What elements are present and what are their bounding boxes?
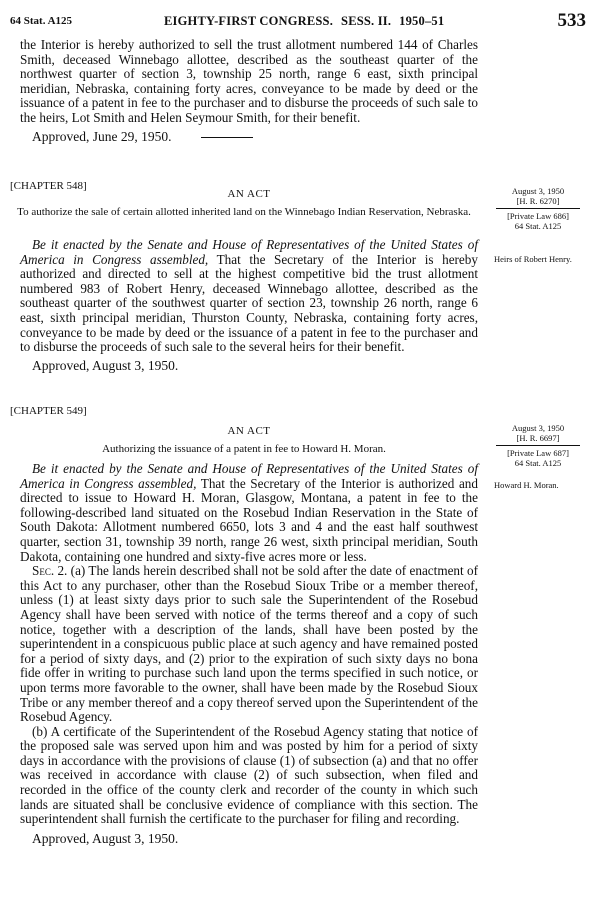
sidenote-stat: 64 Stat. A125 <box>514 221 562 231</box>
running-header <box>10 10 586 32</box>
chapter-548-margin-note: Heirs of Robert Henry. <box>494 254 572 264</box>
approval-text: Approved, June 29, 1950. <box>32 128 172 144</box>
chapter-548-approval: Approved, August 3, 1950. <box>32 357 179 373</box>
chapter-549-heading: AN ACT <box>227 425 271 437</box>
sidenote-rule <box>496 208 580 209</box>
enacting-clause: Be it enacted by the Senate and House of Representatives of the United States of America in Congress assembled, <box>20 237 478 267</box>
sidenote-bill: [H. R. 6270] <box>516 196 560 206</box>
chapter-548-label: [CHAPTER 548] <box>10 180 87 192</box>
page-number: 533 <box>557 10 586 31</box>
chapter-548-title: To authorize the sale of certain allotted inherited land on the Winnebago Indian Reservation, Nebraska. <box>17 206 471 218</box>
chapter-548-body <box>20 238 478 374</box>
section-2-subsection-a <box>20 564 478 725</box>
sidenote-private-law: [Private Law 686] <box>507 211 569 221</box>
chapter-549-approval: Approved, August 3, 1950. <box>32 830 179 846</box>
sidenote-rule <box>496 445 580 446</box>
chapter-549-enactment <box>20 462 478 564</box>
congress-title <box>164 14 444 29</box>
continued-paragraph: the Interior is hereby authorized to sell the trust allotment numbered 144 of Charles Smith, deceased Winnebago allottee, described as the southeast quarter of the northwest quarter of section 3, township 25 north, range 6 east, sixth principal meridian, Nebraska, containing forty acres, conveyance to be made by deed or the issuance of a patent in fee to the purchaser and to disburse the proceeds of such sale to the heirs, Lot Smith and Helen Seymour Smith, for their benefit. <box>20 37 478 125</box>
chapter-549-label: [CHAPTER 549] <box>10 405 87 417</box>
session-label: SESS. II. <box>341 14 392 28</box>
chapter-549-sidenote <box>488 423 588 468</box>
chapter-548-sidenote <box>488 186 588 231</box>
section-label: Sec. 2. <box>32 563 68 579</box>
sidenote-date: August 3, 1950 <box>511 186 565 196</box>
chapter-548-enactment <box>20 238 478 355</box>
section-2-subsection-b: (b) A certificate of the Superintendent of the Rosebud Agency stating that notice of the proposed sale was served upon him and was posted by him for a period of sixty days in accordance with the provisions of clause (1) of subsection (a) and that no offer was received in accordance with clause (2) of such subsection, when filed and recorded in the office of the county clerk and recorder of the county in which such lands are situated shall be conclusive evidence of compliance with this section. The superintendent shall furnish the certificate to the purchaser for filing and recording. <box>20 723 478 827</box>
enactment-text: That the Secretary of the Interior is authorized and directed to issue to Howard H. Moran, Glasgow, Montana, a patent in fee to the following-described land situated on the Rosebud Indian Reservation in the State of South Dakota: Allotment numbered 6650, lots 3 and 4 and the east half southwest quarter, section 31, township 39 north, range 26 west, sixth principal meridian, South Dakota, containing one hundred and sixty-five acres more or less. <box>20 475 478 564</box>
session-years: 1950–51 <box>399 14 445 28</box>
chapter-549-margin-note: Howard H. Moran. <box>494 480 559 490</box>
chapter-549-title: Authorizing the issuance of a patent in fee to Howard H. Moran. <box>102 443 386 455</box>
chapter-549-body <box>20 462 478 847</box>
enacting-clause: Be it enacted by the Senate and House of Representatives of the United States of America in Congress assembled, <box>20 461 478 491</box>
separator-rule <box>201 137 253 138</box>
approval-line <box>20 129 478 145</box>
enactment-text: That the Secretary of the Interior is hereby authorized and directed to sell at the highest competitive bid the trust allotment numbered 983 of Robert Henry, deceased Winnebago allottee, described as the southeast quarter of the southwest quarter of section 23, township 26 north, range 6 east, sixth principal meridian, Thurston County, Nebraska, containing forty acres, conveyance to be made by deed or the issuance of a patent in fee to the purchaser and to disburse the proceeds of such sale to the several heirs for their benefit. <box>20 251 478 355</box>
congress-name: EIGHTY-FIRST CONGRESS. <box>164 14 334 28</box>
statute-citation: 64 Stat. A125 <box>10 15 73 27</box>
chapter-548-heading: AN ACT <box>227 188 271 200</box>
section-2a-text: (a) The lands herein described shall not be sold after the date of enactment of this Act to any purchaser, other than the Rosebud Sioux Tribe or a member thereof, unless (1) at least sixty days prior to such sale the Superintendent of the Rosebud Agency shall have been served with notice of the terms thereof and a copy of such notice, together with a description of the lands, shall have been posted by the superintendent in a conspicuous public place at such agency and have remained posted for a period of sixty days, and (2) prior to the expiration of such sixty days no bona fide offer in writing to purchase such land upon the terms specified in such notice, or upon terms more favorable to the owner, shall have been made by the Rosebud Sioux Tribe or any member thereof and a copy thereof served upon the Superintendent of the Rosebud Agency. <box>20 563 478 725</box>
sidenote-bill: [H. R. 6697] <box>516 433 560 443</box>
continued-paragraph-block <box>20 38 478 145</box>
sidenote-private-law: [Private Law 687] <box>507 448 569 458</box>
sidenote-date: August 3, 1950 <box>511 423 565 433</box>
sidenote-stat: 64 Stat. A125 <box>514 458 562 468</box>
